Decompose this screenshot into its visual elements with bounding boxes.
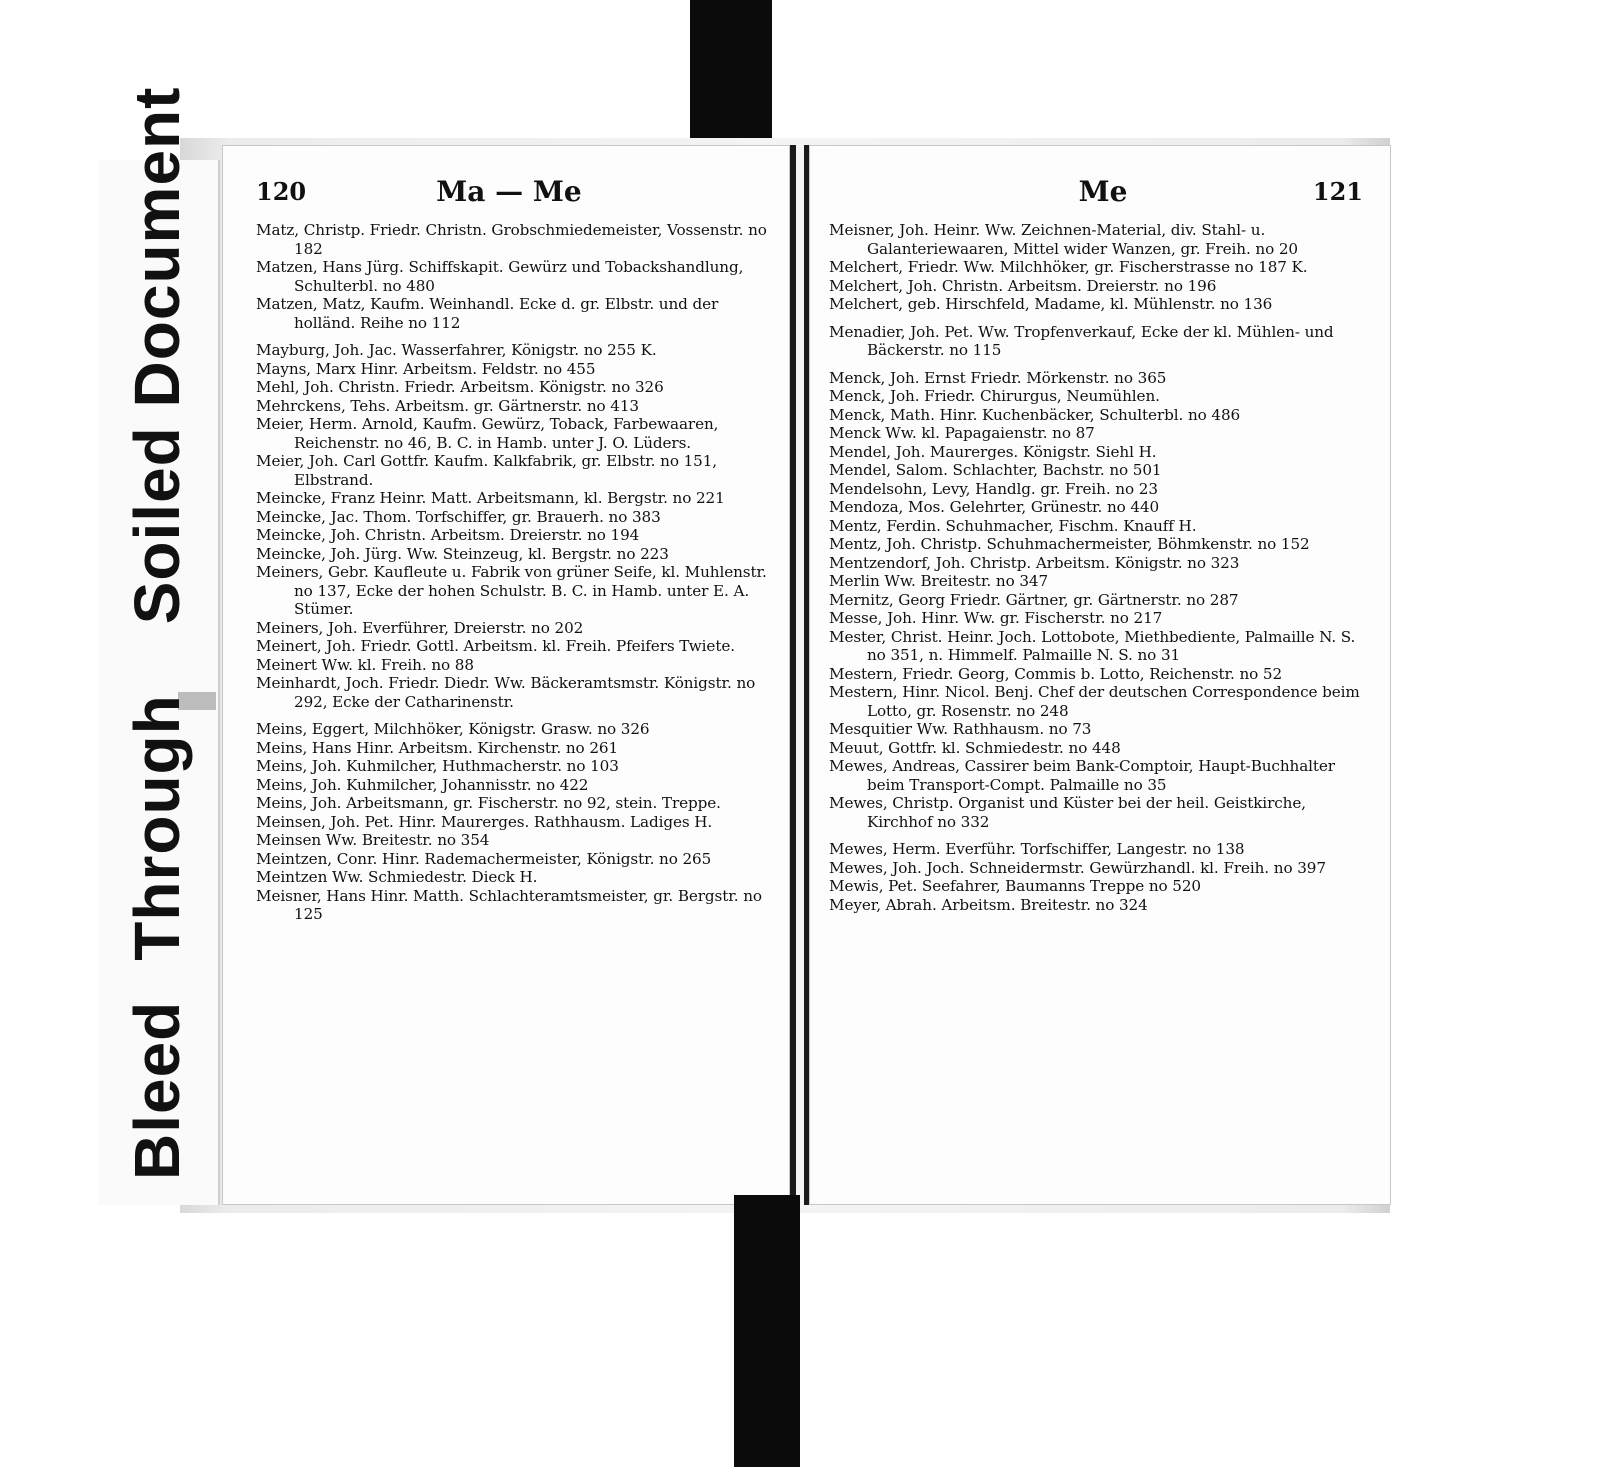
directory-entry: Matzen, Hans Jürg. Schiffskapit. Gewürz und Tobackshandlung, Schulterbl. no 480	[256, 258, 749, 295]
binding-strap-top	[690, 0, 772, 160]
directory-entry: Meiners, Joh. Everführer, Dreierstr. no 202	[256, 618, 584, 637]
directory-entry: Mendoza, Mos. Gelehrter, Grünestr. no 440	[829, 498, 1160, 516]
left-page-header	[256, 175, 762, 215]
directory-entry: Meinsen Ww. Breitestr. no 354	[256, 831, 490, 849]
directory-entry: Meins, Joh. Kuhmilcher, Huthmacherstr. no 103	[256, 757, 619, 775]
directory-entry: Melchert, Joh. Christn. Arbeitsm. Dreierstr. no 196	[829, 276, 1217, 295]
directory-entry: Mentz, Ferdin. Schuhmacher, Fischm. Knauff H.	[829, 516, 1197, 535]
directory-entry: Mentz, Joh. Christp. Schuhmachermeister, Böhmkenstr. no 152	[829, 535, 1310, 553]
right-entry-list	[809, 221, 1391, 914]
directory-entry: Messe, Joh. Hinr. Ww. gr. Fischerstr. no 217	[829, 609, 1163, 627]
directory-entry: Mernitz, Georg Friedr. Gärtner, gr. Gärtnerstr. no 287	[829, 590, 1239, 609]
right-page-header	[843, 175, 1363, 215]
right-page-running-head: Me	[1078, 175, 1128, 208]
directory-entry: Mehrckens, Tehs. Arbeitsm. gr. Gärtnerstr. no 413	[256, 396, 639, 415]
directory-entry: Meincke, Joh. Christn. Arbeitsm. Dreierstr. no 194	[256, 526, 640, 544]
directory-entry: Meins, Joh. Kuhmilcher, Johannisstr. no 422	[256, 775, 589, 794]
binding-strap-bottom	[734, 1195, 800, 1467]
directory-entry: Menck, Joh. Ernst Friedr. Mörkenstr. no 365	[829, 368, 1167, 387]
directory-entry: Meintzen Ww. Schmiedestr. Dieck H.	[256, 868, 538, 886]
directory-entry: Mewis, Pet. Seefahrer, Baumanns Treppe no 520	[829, 877, 1201, 895]
directory-entry: Menck, Math. Hinr. Kuchenbäcker, Schulterbl. no 486	[829, 405, 1241, 424]
label-soiled-document: Soiled Document	[121, 86, 193, 625]
directory-entry: Matzen, Matz, Kaufm. Weinhandl. Ecke d. gr. Elbstr. und der holländ. Reihe no 112	[256, 295, 723, 332]
directory-entry: Mayburg, Joh. Jac. Wasserfahrer, Königstr. no 255 K.	[256, 341, 657, 359]
directory-entry: Mewes, Andreas, Cassirer beim Bank-Comptoir, Haupt-Buchhalter beim Transport-Compt. Palmaille no 35	[829, 757, 1340, 794]
condition-label	[120, 87, 194, 1180]
directory-entry: Mester, Christ. Heinr. Joch. Lottobote, Miethbediente, Palmaille N. S. no 351, n. Himmelf. Palmaille N. S. no 31	[829, 627, 1360, 664]
directory-entry: Mestern, Hinr. Nicol. Benj. Chef der deutschen Correspondence beim Lotto, gr. Rosenstr. no 248	[829, 683, 1365, 720]
directory-entry: Meincke, Franz Heinr. Matt. Arbeitsmann, kl. Bergstr. no 221	[256, 489, 725, 507]
directory-entry: Meins, Hans Hinr. Arbeitsm. Kirchenstr. no 261	[256, 738, 619, 757]
directory-entry: Meisner, Hans Hinr. Matth. Schlachteramtsmeister, gr. Bergstr. no 125	[256, 886, 767, 923]
directory-entry: Mendel, Salom. Schlachter, Bachstr. no 501	[829, 461, 1162, 479]
directory-entry: Meins, Joh. Arbeitsmann, gr. Fischerstr. no 92, stein. Treppe.	[256, 794, 721, 812]
directory-entry: Menck Ww. kl. Papagaienstr. no 87	[829, 424, 1095, 442]
directory-entry: Melchert, geb. Hirschfeld, Madame, kl. Mühlenstr. no 136	[829, 295, 1273, 313]
directory-entry: Meier, Herm. Arnold, Kaufm. Gewürz, Toback, Farbewaaren, Reichenstr. no 46, B. C. in Hamb. unter J. O. Lüders.	[256, 415, 724, 452]
directory-entry: Menck, Joh. Friedr. Chirurgus, Neumühlen.	[829, 387, 1160, 405]
directory-entry: Mewes, Joh. Joch. Schneidermstr. Gewürzhandl. kl. Freih. no 397	[829, 858, 1326, 877]
right-page	[804, 145, 1391, 1205]
left-page-number: 120	[256, 177, 307, 206]
right-page-number: 121	[1312, 177, 1363, 206]
directory-entry: Meincke, Jac. Thom. Torfschiffer, gr. Brauerh. no 383	[256, 507, 661, 526]
directory-entry: Merlin Ww. Breitestr. no 347	[829, 572, 1049, 590]
directory-entry: Mewes, Christp. Organist und Küster bei der heil. Geistkirche, Kirchhof no 332	[829, 794, 1311, 831]
directory-entry: Meinsen, Joh. Pet. Hinr. Maurerges. Rathhausm. Ladiges H.	[256, 812, 713, 831]
directory-entry: Matz, Christp. Friedr. Christn. Grobschmiedemeister, Vossenstr. no 182	[256, 221, 772, 258]
directory-entry: Mayns, Marx Hinr. Arbeitsm. Feldstr. no 455	[256, 359, 596, 378]
directory-entry: Mewes, Herm. Everführ. Torfschiffer, Langestr. no 138	[829, 840, 1245, 858]
directory-entry: Meinert, Joh. Friedr. Gottl. Arbeitsm. kl. Freih. Pfeifers Twiete.	[256, 637, 735, 655]
label-word-bleed: Bleed	[121, 1000, 193, 1180]
label-word-through: Through	[121, 694, 193, 961]
directory-entry: Mentzendorf, Joh. Christp. Arbeitsm. Königstr. no 323	[829, 553, 1240, 572]
directory-entry: Meier, Joh. Carl Gottfr. Kaufm. Kalkfabrik, gr. Elbstr. no 151, Elbstrand.	[256, 452, 722, 489]
left-page-running-head: Ma — Me	[436, 175, 582, 208]
directory-entry: Mestern, Friedr. Georg, Commis b. Lotto, Reichenstr. no 52	[829, 664, 1283, 683]
directory-entry: Meisner, Joh. Heinr. Ww. Zeichnen-Material, div. Stahl- u. Galanteriewaaren, Mittel wider Wanzen, gr. Freih. no 20	[829, 221, 1298, 258]
directory-entry: Melchert, Friedr. Ww. Milchhöker, gr. Fischerstrasse no 187 K.	[829, 258, 1308, 276]
directory-entry: Meyer, Abrah. Arbeitsm. Breitestr. no 324	[829, 895, 1148, 914]
directory-entry: Meuut, Gottfr. kl. Schmiedestr. no 448	[829, 738, 1121, 757]
directory-entry: Menadier, Joh. Pet. Ww. Tropfenverkauf, Ecke der kl. Mühlen- und Bäckerstr. no 115	[829, 322, 1339, 359]
directory-entry: Meintzen, Conr. Hinr. Rademachermeister, Königstr. no 265	[256, 849, 712, 868]
directory-entry: Mendelsohn, Levy, Handlg. gr. Freih. no 23	[829, 479, 1158, 498]
directory-entry: Mesquitier Ww. Rathhausm. no 73	[829, 720, 1092, 738]
directory-entry: Meinert Ww. kl. Freih. no 88	[256, 655, 474, 674]
directory-entry: Mendel, Joh. Maurerges. Königstr. Siehl H.	[829, 442, 1157, 461]
left-entry-list	[222, 221, 790, 924]
directory-entry: Mehl, Joh. Christn. Friedr. Arbeitsm. Königstr. no 326	[256, 378, 664, 396]
left-page	[222, 145, 796, 1205]
directory-entry: Meiners, Gebr. Kaufleute u. Fabrik von grüner Seife, kl. Muhlenstr. no 137, Ecke der hohen Schulstr. B. C. in Hamb. unter E. A. Stümer.	[256, 563, 772, 618]
directory-entry: Meincke, Joh. Jürg. Ww. Steinzeug, kl. Bergstr. no 223	[256, 544, 669, 563]
directory-entry: Meinhardt, Joch. Friedr. Diedr. Ww. Bäckeramtsmstr. Königstr. no 292, Ecke der Catharinenstr.	[256, 674, 760, 711]
directory-entry: Meins, Eggert, Milchhöker, Königstr. Grasw. no 326	[256, 720, 650, 738]
